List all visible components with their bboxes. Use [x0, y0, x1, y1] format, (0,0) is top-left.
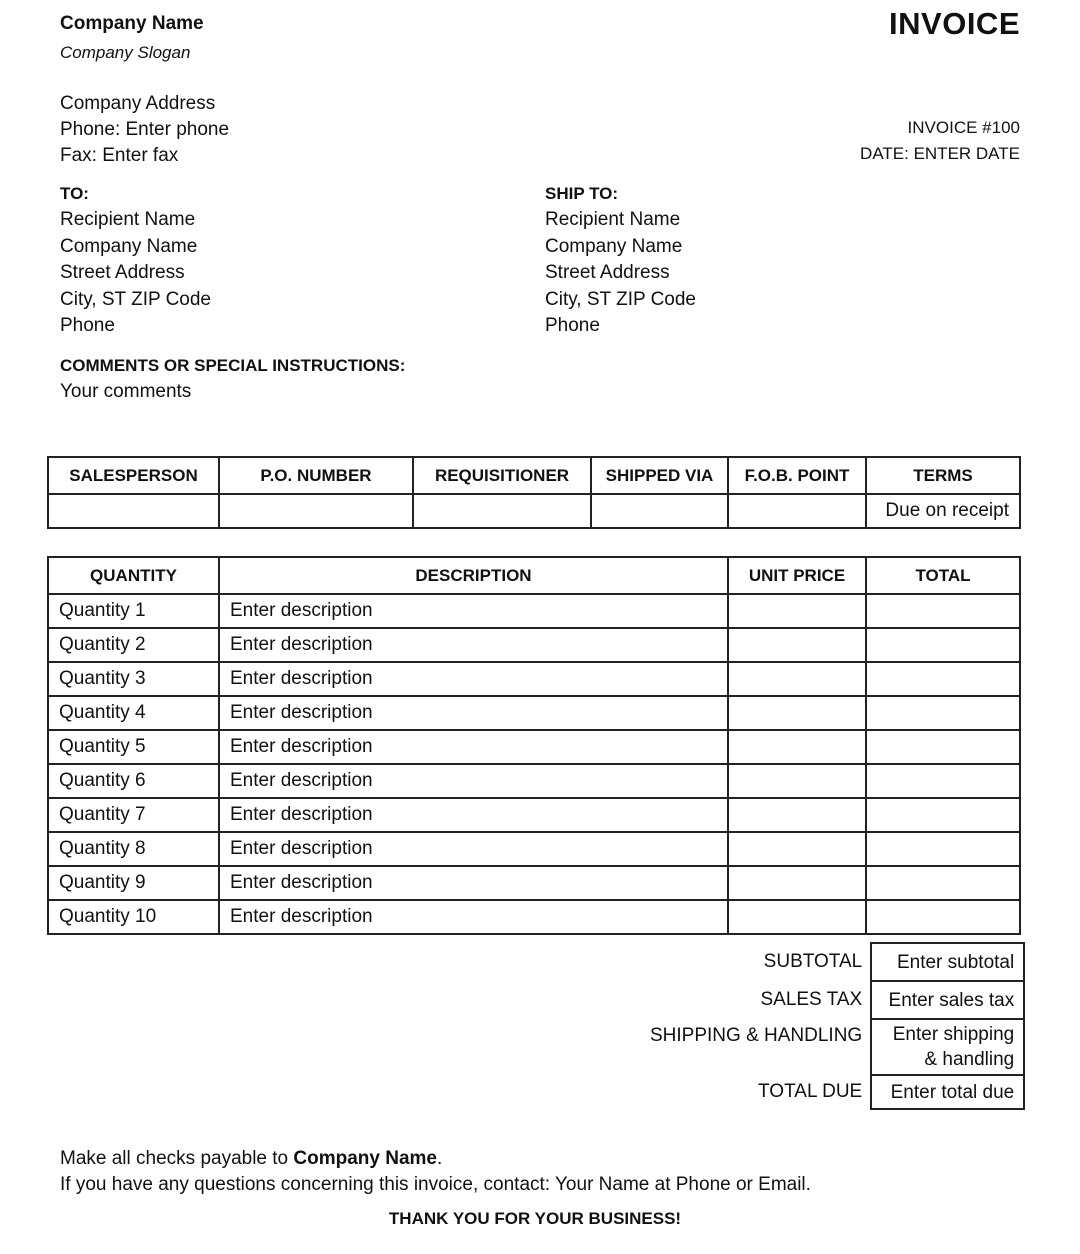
- invoice-date: DATE: ENTER DATE: [860, 144, 1020, 163]
- fob-point-cell[interactable]: [728, 494, 866, 528]
- table-row: [48, 866, 1020, 900]
- line-total-cell[interactable]: [866, 594, 1020, 628]
- description-cell[interactable]: Enter description: [219, 866, 728, 900]
- comments-text: Your comments: [60, 381, 192, 402]
- description-cell[interactable]: Enter description: [219, 900, 728, 934]
- invoice-number: INVOICE #100: [907, 118, 1020, 137]
- contact-line: If you have any questions concerning this invoice, contact: Your Name at Phone or Email.: [60, 1174, 811, 1195]
- terms-cell[interactable]: Due on receipt: [866, 494, 1020, 528]
- invoice-meta: [860, 115, 1020, 167]
- unit-price-cell[interactable]: [728, 832, 866, 866]
- quantity-cell[interactable]: Quantity 4: [48, 696, 219, 730]
- company-slogan: Company Slogan: [60, 43, 191, 62]
- quantity-cell[interactable]: Quantity 2: [48, 628, 219, 662]
- unit-price-cell[interactable]: [728, 628, 866, 662]
- order-meta-value-row: [48, 494, 1020, 528]
- unit-price-cell[interactable]: [728, 900, 866, 934]
- line-total-cell[interactable]: [866, 696, 1020, 730]
- sales-tax-row: [650, 981, 1024, 1019]
- line-total-cell[interactable]: [866, 798, 1020, 832]
- shipping-value-line2: & handling: [924, 1049, 1015, 1070]
- description-cell[interactable]: Enter description: [219, 628, 728, 662]
- comments-block: [60, 353, 405, 406]
- line-total-cell[interactable]: [866, 764, 1020, 798]
- bill-to-street: Street Address: [60, 262, 185, 283]
- comments-label: COMMENTS OR SPECIAL INSTRUCTIONS:: [60, 356, 406, 375]
- quantity-cell[interactable]: Quantity 8: [48, 832, 219, 866]
- unit-price-cell[interactable]: [728, 696, 866, 730]
- salesperson-cell[interactable]: [48, 494, 219, 528]
- shipped-via-cell[interactable]: [591, 494, 728, 528]
- checks-payable-prefix: Make all checks payable to: [60, 1148, 294, 1169]
- salesperson-header: SALESPERSON: [48, 457, 219, 494]
- total-due-label: TOTAL DUE: [758, 1081, 863, 1102]
- po-number-header: P.O. NUMBER: [219, 457, 413, 494]
- total-due-value[interactable]: Enter total due: [871, 1075, 1024, 1109]
- quantity-cell[interactable]: Quantity 9: [48, 866, 219, 900]
- ship-to-city: City, ST ZIP Code: [545, 288, 696, 310]
- company-name: Company Name: [60, 13, 204, 34]
- requisitioner-header: REQUISITIONER: [413, 457, 591, 494]
- shipping-row: [650, 1019, 1024, 1075]
- subtotal-row: [650, 943, 1024, 981]
- order-meta-table: [47, 456, 1021, 529]
- unit-price-cell[interactable]: [728, 764, 866, 798]
- bill-to-phone: Phone: [60, 315, 115, 336]
- ship-to-label: SHIP TO:: [545, 184, 619, 203]
- table-row: [48, 594, 1020, 628]
- description-cell[interactable]: Enter description: [219, 594, 728, 628]
- unit-price-header: UNIT PRICE: [728, 557, 866, 594]
- table-row: [48, 696, 1020, 730]
- table-row: [48, 730, 1020, 764]
- quantity-cell[interactable]: Quantity 7: [48, 798, 219, 832]
- quantity-header: QUANTITY: [48, 557, 219, 594]
- bill-to-city: City, ST ZIP Code: [60, 288, 211, 310]
- quantity-cell[interactable]: Quantity 1: [48, 594, 219, 628]
- unit-price-cell[interactable]: [728, 730, 866, 764]
- sales-tax-label: SALES TAX: [760, 989, 863, 1010]
- line-total-cell[interactable]: [866, 662, 1020, 696]
- ship-to-block: [545, 181, 696, 340]
- bill-to-company: Company Name: [60, 235, 198, 257]
- line-total-cell[interactable]: [866, 628, 1020, 662]
- company-fax: Fax: Enter fax: [60, 145, 179, 166]
- terms-header: TERMS: [866, 457, 1020, 494]
- line-total-cell[interactable]: [866, 730, 1020, 764]
- quantity-cell[interactable]: Quantity 5: [48, 730, 219, 764]
- bill-to-recipient: Recipient Name: [60, 209, 196, 230]
- requisitioner-cell[interactable]: [413, 494, 591, 528]
- unit-price-cell[interactable]: [728, 798, 866, 832]
- quantity-cell[interactable]: Quantity 6: [48, 764, 219, 798]
- ship-to-phone: Phone: [545, 315, 600, 336]
- table-row: [48, 798, 1020, 832]
- shipping-value-line1: Enter shipping: [892, 1024, 1015, 1045]
- shipped-via-header: SHIPPED VIA: [591, 457, 728, 494]
- line-total-cell[interactable]: [866, 832, 1020, 866]
- company-address: Company Address: [60, 93, 216, 114]
- po-number-cell[interactable]: [219, 494, 413, 528]
- line-total-cell[interactable]: [866, 900, 1020, 934]
- company-phone: Phone: Enter phone: [60, 119, 230, 140]
- quantity-cell[interactable]: Quantity 3: [48, 662, 219, 696]
- thank-you-message: THANK YOU FOR YOUR BUSINESS!: [388, 1209, 682, 1228]
- ship-to-company: Company Name: [545, 235, 683, 257]
- payment-footer: [60, 1146, 811, 1198]
- table-row: [48, 900, 1020, 934]
- sales-tax-value[interactable]: Enter sales tax: [871, 981, 1024, 1019]
- description-cell[interactable]: Enter description: [219, 832, 728, 866]
- bill-to-label: TO:: [60, 184, 89, 203]
- bill-to-block: [60, 181, 211, 340]
- totals-table: [650, 942, 1025, 1110]
- ship-to-recipient: Recipient Name: [545, 209, 681, 230]
- line-items-header-row: [48, 557, 1020, 594]
- shipping-label: SHIPPING & HANDLING: [650, 1025, 863, 1046]
- description-cell[interactable]: Enter description: [219, 696, 728, 730]
- total-due-row: [650, 1075, 1024, 1109]
- description-cell[interactable]: Enter description: [219, 730, 728, 764]
- fob-point-header: F.O.B. POINT: [728, 457, 866, 494]
- description-cell[interactable]: Enter description: [219, 764, 728, 798]
- ship-to-street: Street Address: [545, 262, 670, 283]
- checks-payable-line: [60, 1146, 811, 1172]
- line-items-table: [47, 556, 1021, 935]
- checks-payable-suffix: .: [437, 1148, 443, 1169]
- company-contact-block: [60, 91, 229, 169]
- description-header: DESCRIPTION: [219, 557, 728, 594]
- unit-price-cell[interactable]: [728, 594, 866, 628]
- subtotal-value[interactable]: Enter subtotal: [871, 943, 1024, 981]
- shipping-value[interactable]: [871, 1019, 1024, 1075]
- line-total-cell[interactable]: [866, 866, 1020, 900]
- table-row: [48, 764, 1020, 798]
- description-cell[interactable]: Enter description: [219, 798, 728, 832]
- checks-payable-company: Company Name: [293, 1148, 438, 1169]
- unit-price-cell[interactable]: [728, 866, 866, 900]
- order-meta-header-row: [48, 457, 1020, 494]
- table-row: [48, 662, 1020, 696]
- unit-price-cell[interactable]: [728, 662, 866, 696]
- description-cell[interactable]: Enter description: [219, 662, 728, 696]
- subtotal-label: SUBTOTAL: [763, 951, 863, 972]
- invoice-title: INVOICE: [889, 6, 1020, 41]
- table-row: [48, 832, 1020, 866]
- quantity-cell[interactable]: Quantity 10: [48, 900, 219, 934]
- total-header: TOTAL: [866, 557, 1020, 594]
- table-row: [48, 628, 1020, 662]
